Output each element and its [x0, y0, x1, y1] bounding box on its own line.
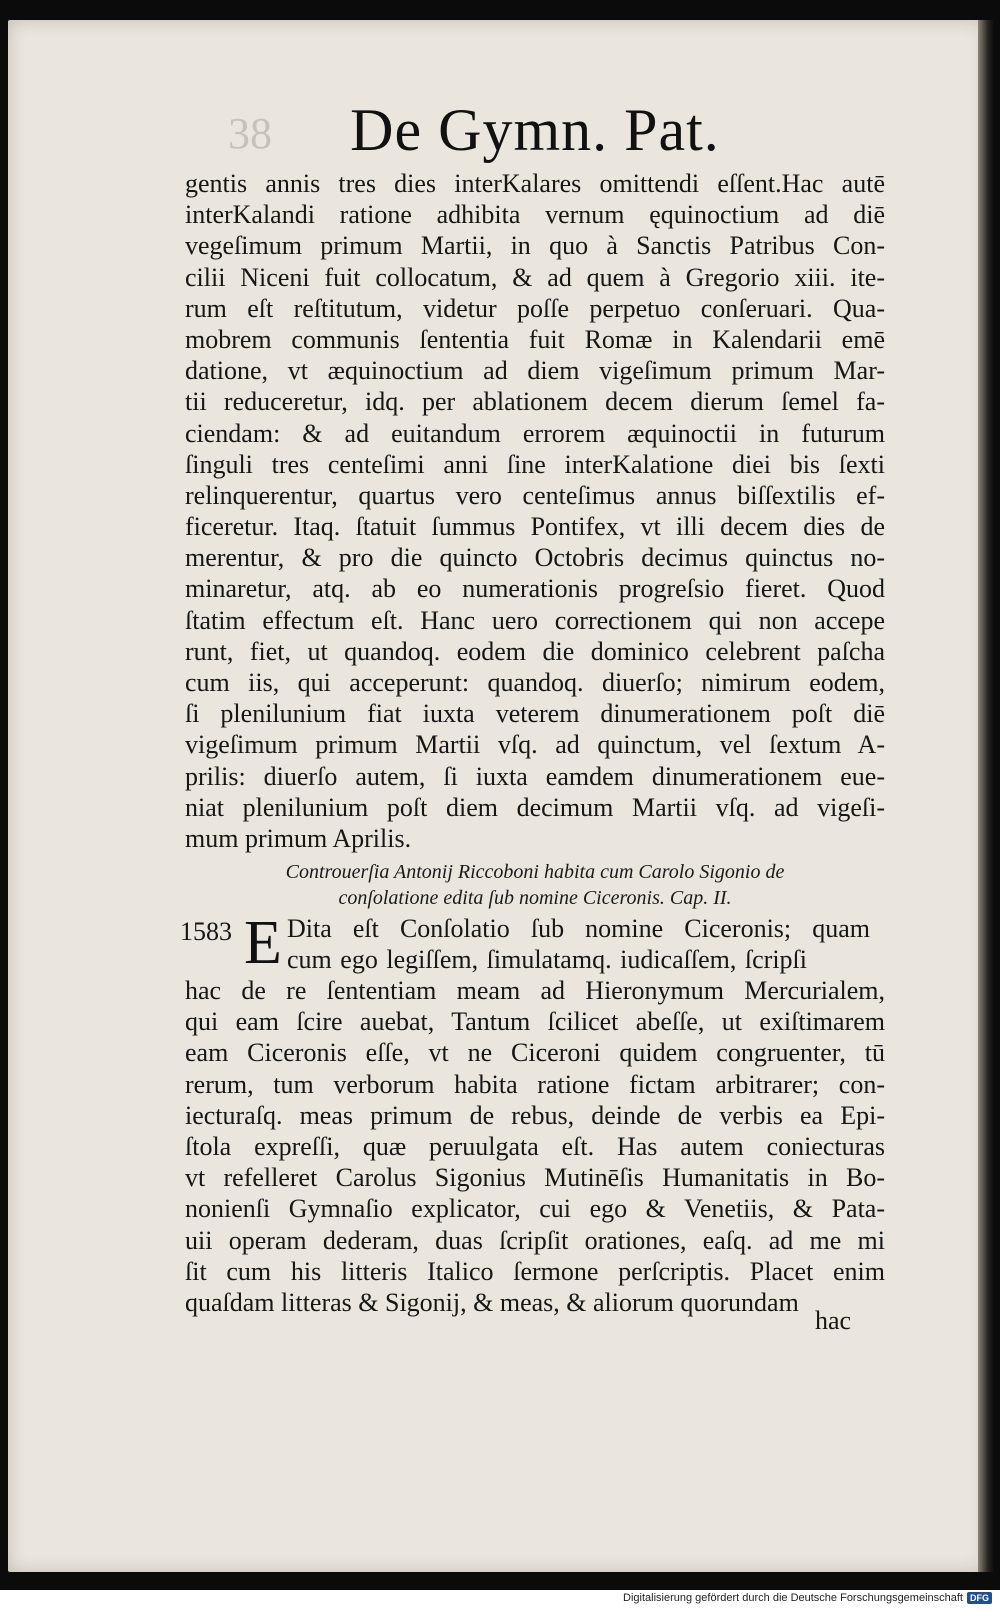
text-line: vigeſimum primum Martii vſq. ad quinctum, vel ſextum A- [185, 730, 885, 760]
text-line: relinquerentur, quartus vero centeſimus annus biſſextilis ef- [185, 480, 885, 510]
text-line: rerum, tum verborum habita ratione fictam arbitrarer; con- [185, 1069, 885, 1099]
text-line: mobrem communis ſententia fuit Romæ in Kalendarii emē [185, 324, 885, 354]
margin-year: 1583 [180, 917, 232, 946]
drop-capital: E [244, 909, 282, 977]
text-line: cum iis, qui acceperunt: quandoq. diuerſo; nimirum eodem, [185, 668, 885, 697]
dfg-logo: DFG [967, 1592, 992, 1604]
text-line: ſtatim effectum eſt. Hanc uero correctionem qui non accepe [185, 605, 885, 635]
text-line: mum primum Aprilis. [185, 823, 412, 853]
bleed-through-page-number: 38 [228, 109, 272, 158]
text-line: vt refelleret Carolus Sigonius Mutinēſis Humanitatis in Bo- [185, 1163, 885, 1193]
text-line: runt, fiet, ut quandoq. eodem die dominico celebrent paſcha [185, 636, 885, 666]
text-line: eam Ciceronis eſſe, vt ne Ciceroni quidem congruenter, tū [185, 1038, 885, 1068]
text-line: datione, vt æquinoctium ad diem vigeſimum primum Mar- [185, 356, 885, 386]
text-line: ficeretur. Itaq. ſtatuit ſummus Pontifex, vt illi decem dies de [185, 512, 885, 542]
text-line: nonienſi Gymnaſio explicator, cui ego & Venetiis, & Pata- [185, 1194, 885, 1224]
chapter-heading-line-1: Controuerſia Antonij Riccoboni habita cum Carolo Sigonio de [285, 861, 785, 883]
paragraph-1 [185, 168, 885, 854]
text-line: quaſdam litteras & Sigonij, & meas, & aliorum quorundam [185, 1287, 799, 1317]
text-line: ſtola expreſſi, quæ peruulgata eſt. Has autem coniecturas [185, 1131, 885, 1161]
text-line: niat plenilunium poſt diem decimum Martii vſq. ad vigeſi- [185, 792, 885, 822]
catchword: hac [815, 1306, 852, 1335]
text-line: interKalandi ratione adhibita vernum ęquinoctium ad diē [185, 200, 885, 230]
paragraph-2-line-1: Dita eſt Conſolatio ſub nomine Ciceronis; quam [287, 914, 870, 943]
digitization-credit [623, 1592, 992, 1604]
text-line: ſit cum his litteris Italico ſermone perſcriptis. Placet enim [185, 1256, 885, 1286]
text-line: rum eſt reſtitutum, videtur poſſe perpetuo conſeruari. Qua- [185, 293, 885, 323]
text-line: ciendam: & ad euitandum errorem æquinoctii in futurum [185, 418, 885, 448]
text-line: ſi plenilunium fiat iuxta veterem dinumerationem poſt diē [185, 699, 885, 729]
text-line: ſinguli tres centeſimi anni ſine interKalatione diei bis ſexti [185, 449, 885, 479]
text-line: minaretur, atq. ab eo numerationis progreſsio fieret. Quod [185, 574, 885, 604]
text-line: gentis annis tres dies interKalares omittendi eſſent.Hac autē [185, 169, 885, 198]
text-line: qui eam ſcire auebat, Tantum ſcilicet abeſſe, ut exiſtimarem [185, 1007, 885, 1037]
running-head: De Gymn. Pat. [350, 97, 720, 163]
text-line: vegeſimum primum Martii, in quo à Sanctis Patribus Con- [185, 231, 885, 261]
text-line: cilii Niceni fuit collocatum, & ad quem à Gregorio xiii. ite- [185, 262, 885, 292]
text-line: iecturaſq. meas primum de rebus, deinde de verbis ea Epi- [185, 1100, 885, 1130]
paragraph-2-line-2: cum ego legiſſem, ſimulatamq. iudicaſſem, ſcripſi [287, 945, 807, 974]
text-line: uii operam dederam, duas ſcripſit orationes, eaſq. ad me mi [185, 1225, 885, 1255]
chapter-heading-line-2: conſolatione edita ſub nomine Ciceronis. Cap. II. [338, 887, 732, 909]
text-line: prilis: diuerſo autem, ſi iuxta eamdem dinumerationem eue- [185, 761, 885, 791]
credit-text: Digitalisierung gefördert durch die Deutsche Forschungsgemeinschaft [623, 1592, 963, 1604]
page-edge [978, 20, 994, 1572]
paragraph-2 [185, 975, 885, 1318]
text-line: hac de re ſententiam meam ad Hieronymum Mercurialem, [185, 976, 885, 1005]
text-line: merentur, & pro die quincto Octobris decimus quinctus no- [185, 543, 885, 573]
text-line: tii reduceretur, idq. per ablationem decem dierum ſemel fa- [185, 387, 885, 417]
